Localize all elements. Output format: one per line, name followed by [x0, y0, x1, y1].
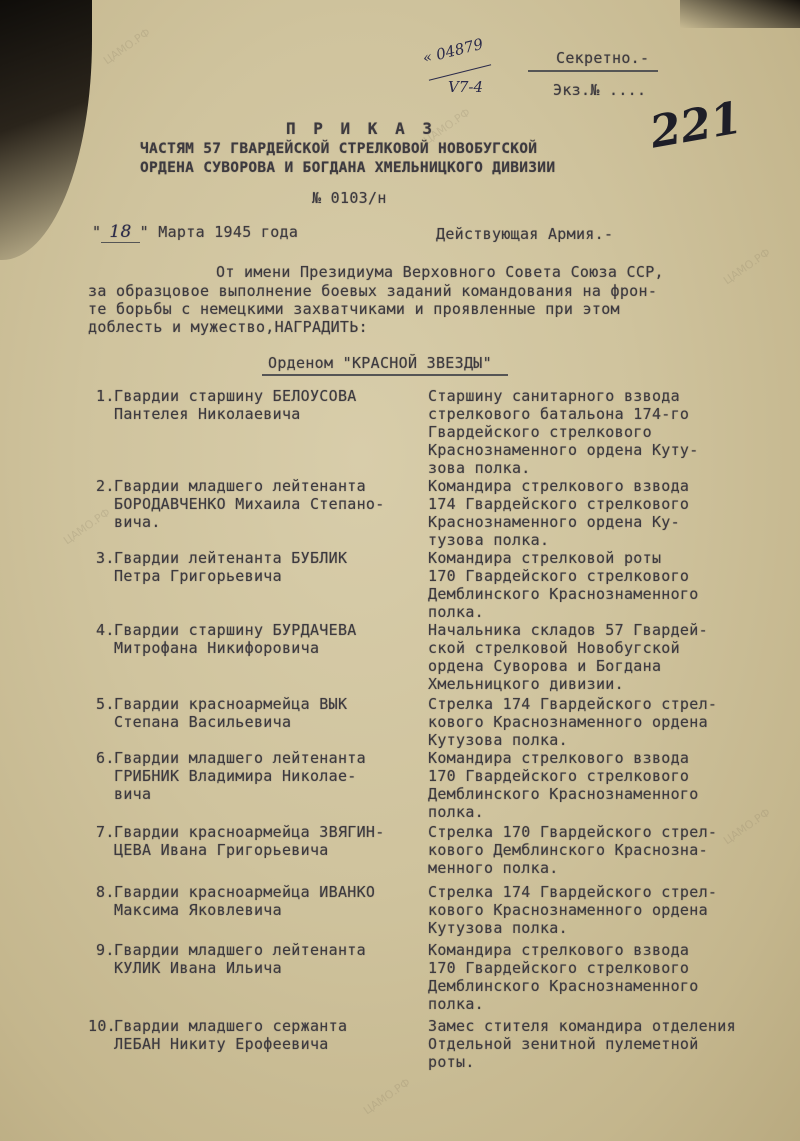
awardee-position-4: полка.: [428, 995, 484, 1013]
awardee-name: ГРИБНИК Владимира Николае-: [114, 767, 357, 785]
watermark: ЦАМО.РФ: [721, 245, 773, 288]
awardee-name: Петра Григорьевича: [114, 567, 282, 585]
awardee-number: 6.: [96, 749, 115, 767]
subtitle-line-2: ОРДЕНА СУВОРОВА И БОГДАНА ХМЕЛЬНИЦКОГО ДИВИЗИИ: [140, 160, 556, 176]
awardee-number: 5.: [96, 695, 115, 713]
awardee-name: ЛЕБАН Никиту Ерофеевича: [114, 1035, 329, 1053]
date-rest: " Марта 1945 года: [139, 223, 299, 241]
secrecy-underline: [528, 70, 658, 72]
awardee-position-3: Гвардейского стрелкового: [428, 423, 652, 441]
awardee-position-1: Стрелка 174 Гвардейского стрел-: [428, 883, 718, 901]
awardee-position-5: зова полка.: [428, 459, 531, 477]
awardee-position-2: 174 Гвардейского стрелкового: [428, 495, 690, 513]
corner-shadow: [680, 0, 800, 28]
awardee-position-2: 170 Гвардейского стрелкового: [428, 567, 690, 585]
awardee-name: КУЛИК Ивана Ильича: [114, 959, 282, 977]
awardee-number: 7.: [96, 823, 115, 841]
secrecy-mark: Секретно.-: [556, 49, 650, 67]
award-heading: Орденом "КРАСНОЙ ЗВЕЗДЫ": [268, 354, 492, 372]
archive-sub: V7-4: [448, 78, 483, 96]
awardee-position-2: Отдельной зенитной пулеметной: [428, 1035, 699, 1053]
awardee-position-1: Стрелка 174 Гвардейского стрел-: [428, 695, 718, 713]
page-number: 221: [646, 92, 746, 159]
awardee-position-3: роты.: [428, 1053, 475, 1071]
awardee-position-2: кового Демблинского Краснозна-: [428, 841, 708, 859]
awardee-position-2: 170 Гвардейского стрелкового: [428, 767, 690, 785]
torn-edge-shadow: [0, 0, 92, 260]
awardee-position-4: полка.: [428, 803, 484, 821]
preamble-line-4: доблесть и мужество,НАГРАДИТЬ:: [88, 318, 368, 336]
awardee-rank: Гвардии младшего лейтенанта: [114, 941, 366, 959]
awardee-position-2: кового Краснознаменного ордена: [428, 901, 708, 919]
date-day: 18: [101, 222, 139, 243]
awardee-rank: Гвардии младшего сержанта: [114, 1017, 348, 1035]
awardee-position-2: ской стрелковой Новобугской: [428, 639, 680, 657]
awardee-position-1: Замес стителя командира отделения: [428, 1017, 736, 1035]
awardee-number: 1.: [96, 387, 115, 405]
awardee-name: ЦЕВА Ивана Григорьевича: [114, 841, 329, 859]
watermark: ЦАМО.РФ: [101, 25, 153, 68]
awardee-number: 9.: [96, 941, 115, 959]
awardee-rank: Гвардии лейтенанта БУБЛИК: [114, 549, 348, 567]
awardee-position-3: Краснознаменного ордена Ку-: [428, 513, 680, 531]
copy-number: Экз.№ ....: [553, 81, 647, 99]
awardee-position-2: 170 Гвардейского стрелкового: [428, 959, 690, 977]
awardee-rank: Гвардии красноармейца ИВАНКО: [114, 883, 376, 901]
awardee-rank: Гвардии красноармейца ЗВЯГИН-: [114, 823, 385, 841]
awardee-name: Степана Васильевича: [114, 713, 292, 731]
awardee-position-4: Краснознаменного ордена Куту-: [428, 441, 699, 459]
awardee-position-4: полка.: [428, 603, 484, 621]
awardee-number: 3.: [96, 549, 115, 567]
awardee-position-3: Демблинского Краснознаменного: [428, 785, 699, 803]
preamble-line-2: за образцовое выполнение боевых заданий командования на фрон-: [88, 282, 658, 300]
awardee-position-1: Командира стрелковой роты: [428, 549, 662, 567]
awardee-position-1: Командира стрелкового взвода: [428, 941, 690, 959]
awardee-rank: Гвардии младшего лейтенанта: [114, 749, 366, 767]
awardee-rank: Гвардии красноармейца ВЫК: [114, 695, 348, 713]
watermark: ЦАМО.РФ: [61, 505, 113, 548]
preamble-line-1: От имени Президиума Верховного Совета Союза ССР,: [216, 263, 664, 281]
preamble-line-3: те борьбы с немецкими захватчиками и проявленные при этом: [88, 300, 620, 318]
awardee-position-1: Начальника складов 57 Гвардей-: [428, 621, 708, 639]
subtitle-line-1: ЧАСТЯМ 57 ГВАРДЕЙСКОЙ СТРЕЛКОВОЙ НОВОБУГСКОЙ: [140, 141, 538, 157]
awardee-position-3: Кутузова полка.: [428, 731, 568, 749]
awardee-position-3: менного полка.: [428, 859, 559, 877]
awardee-rank: Гвардии младшего лейтенанта: [114, 477, 366, 495]
awardee-name: Максима Яковлевича: [114, 901, 282, 919]
order-number: № 0103/н: [312, 189, 387, 207]
watermark: ЦАМО.РФ: [361, 1075, 413, 1118]
awardee-name-cont: вича: [114, 785, 152, 803]
awardee-number: 8.: [96, 883, 115, 901]
awardee-name: Митрофана Никифоровича: [114, 639, 320, 657]
date-quote: ": [92, 223, 102, 241]
army-label: Действующая Армия.-: [436, 225, 614, 243]
watermark: ЦАМО.РФ: [721, 805, 773, 848]
awardee-name-cont: вича.: [114, 513, 161, 531]
awardee-position-2: стрелкового батальона 174-го: [428, 405, 690, 423]
awardee-rank: Гвардии старшину БЕЛОУСОВА: [114, 387, 357, 405]
awardee-position-3: Демблинского Краснознаменного: [428, 585, 699, 603]
date-line: [92, 224, 298, 241]
awardee-position-3: ордена Суворова и Богдана: [428, 657, 662, 675]
awardee-position-1: Командира стрелкового взвода: [428, 749, 690, 767]
awardee-position-3: Кутузова полка.: [428, 919, 568, 937]
awardee-position-4: Хмельницкого дивизии.: [428, 675, 624, 693]
award-heading-underline: [262, 374, 508, 376]
awardee-name: Пантелея Николаевича: [114, 405, 301, 423]
watermark: ЦАМО.РФ: [421, 105, 473, 148]
awardee-position-3: Демблинского Краснознаменного: [428, 977, 699, 995]
document-title: П Р И К А З: [286, 119, 436, 138]
awardee-position-2: кового Краснознаменного ордена: [428, 713, 708, 731]
archive-number: « 04879: [420, 34, 485, 68]
awardee-position-1: Командира стрелкового взвода: [428, 477, 690, 495]
awardee-position-4: тузова полка.: [428, 531, 550, 549]
awardee-number: 2.: [96, 477, 115, 495]
awardee-rank: Гвардии старшину БУРДАЧЕВА: [114, 621, 357, 639]
awardee-number: 4.: [96, 621, 115, 639]
awardee-name: БОРОДАВЧЕНКО Михаила Степано-: [114, 495, 385, 513]
awardee-position-1: Стрелка 170 Гвардейского стрел-: [428, 823, 718, 841]
awardee-number: 10.: [88, 1017, 116, 1035]
awardee-position-1: Старшину санитарного взвода: [428, 387, 680, 405]
